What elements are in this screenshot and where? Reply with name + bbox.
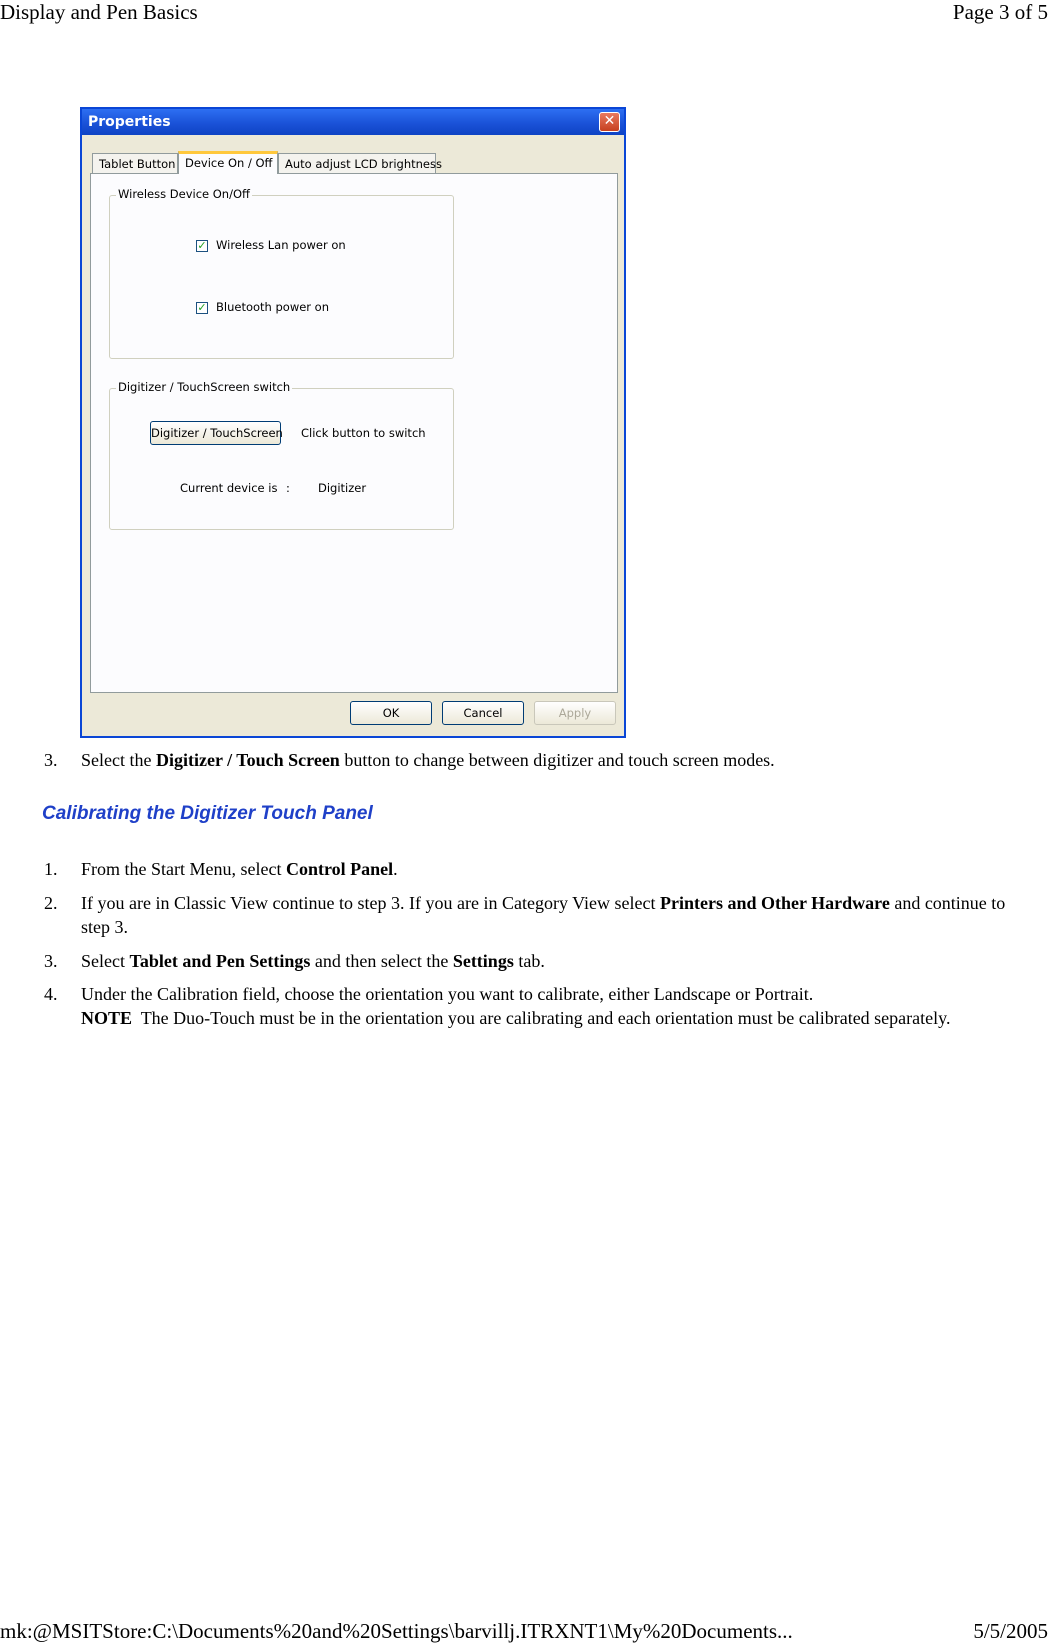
close-icon[interactable]: ✕ [599, 112, 620, 132]
tab-panel [90, 173, 618, 693]
dialog-titlebar[interactable] [82, 109, 624, 135]
note-label: NOTE [81, 1008, 133, 1028]
list-number: 3. [44, 750, 58, 770]
apply-button[interactable]: Apply [534, 701, 616, 725]
wireless-group-legend: Wireless Device On/Off [118, 187, 250, 201]
switch-hint: Click button to switch [301, 426, 426, 440]
wlan-label: Wireless Lan power on [216, 238, 346, 252]
bt-checkbox-row[interactable] [196, 300, 329, 314]
ok-button[interactable]: OK [350, 701, 432, 725]
properties-dialog [80, 107, 626, 738]
cancel-button[interactable]: Cancel [442, 701, 524, 725]
current-device-value: Digitizer [318, 481, 367, 495]
digitizer-touchscreen-button[interactable]: Digitizer / TouchScreen [150, 421, 281, 445]
bt-label: Bluetooth power on [216, 300, 330, 314]
wireless-group [109, 187, 454, 359]
tab-tablet-button[interactable]: Tablet Button [92, 153, 178, 173]
digitizer-group [109, 380, 454, 530]
wlan-checkbox[interactable]: ✓ [197, 238, 207, 252]
bt-checkbox[interactable]: ✓ [197, 300, 207, 314]
section-heading: Calibrating the Digitizer Touch Panel [42, 803, 373, 824]
page-header-number: Page 3 of 5 [952, 0, 1048, 24]
wlan-checkbox-row[interactable] [196, 238, 346, 252]
page-header-title: Display and Pen Basics [0, 0, 198, 24]
current-device-label: Current device is [180, 481, 278, 495]
note-text: The Duo-Touch must be in the orientation you are calibrating and each orientation must be calibrated separately. [132, 1008, 951, 1028]
tab-device-on-off[interactable]: Device On / Off [178, 151, 278, 174]
digitizer-group-legend: Digitizer / TouchScreen switch [118, 380, 291, 394]
dialog-title: Properties [88, 114, 171, 130]
tab-auto-adjust-lcd[interactable]: Auto adjust LCD brightness [278, 153, 436, 173]
page-footer-path: mk:@MSITStore:C:\Documents%20and%20Settings\barvillj.ITRXNT1\My%20Documents... [0, 1619, 793, 1643]
page-footer-date: 5/5/2005 [973, 1619, 1048, 1643]
current-device-separator: : [286, 481, 290, 495]
